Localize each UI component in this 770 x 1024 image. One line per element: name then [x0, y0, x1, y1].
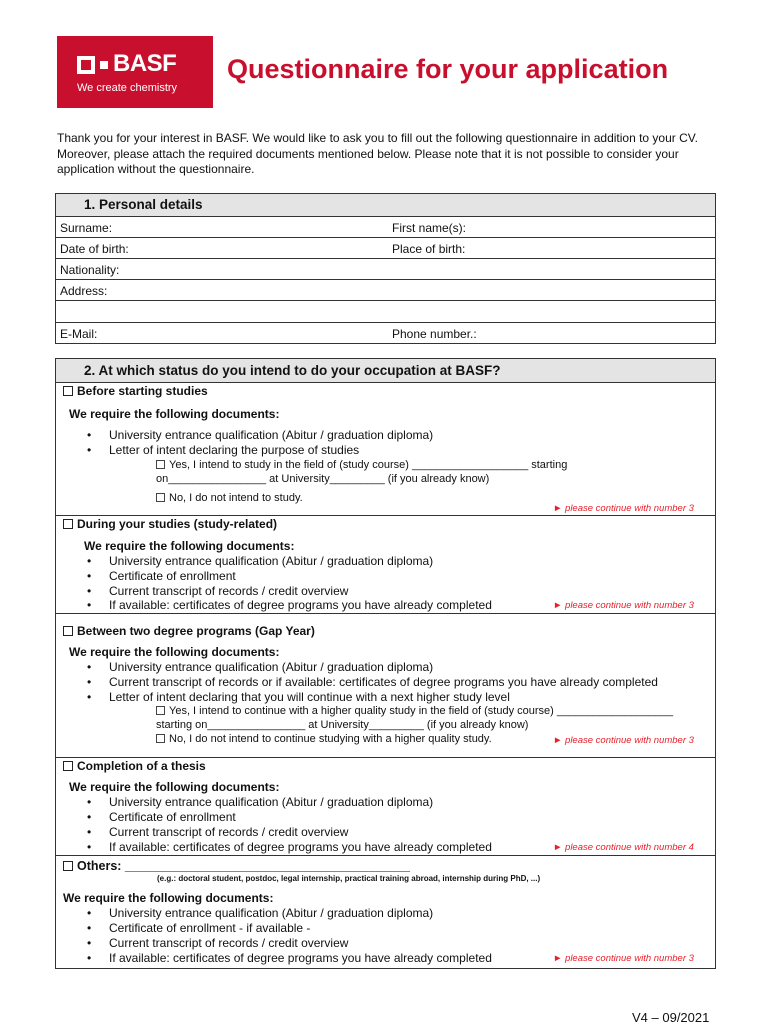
- doc-text: University entrance qualification (Abitur / graduation diploma): [109, 428, 434, 442]
- require-heading: We require the following documents:: [69, 407, 280, 421]
- intro-text: Thank you for your interest in BASF. We would like to ask you to fill out the following questionnaire in addition to your CV. Moreover, please attach the required documents mentioned below. Please note that it is not possible to consider your application without the questionnaire.: [57, 131, 699, 176]
- continue-note: ► please continue with number 3: [553, 735, 694, 746]
- doc-text: If available: certificates of degree programs you have already completed: [109, 840, 492, 854]
- require-heading: We require the following documents:: [63, 891, 274, 905]
- checkbox-icon[interactable]: [156, 493, 165, 502]
- doc-text: University entrance qualification (Abitur / graduation diploma): [109, 795, 434, 809]
- doc-text: University entrance qualification (Abitur / graduation diploma): [109, 906, 434, 920]
- option-yes-study[interactable]: [156, 459, 567, 471]
- personal-details-table: [55, 193, 716, 344]
- email-label: E-Mail:: [60, 327, 98, 341]
- dob-label: Date of birth:: [60, 242, 129, 256]
- require-heading: We require the following documents:: [69, 645, 280, 659]
- checkbox-icon[interactable]: [156, 734, 165, 743]
- continue-note: ► please continue with number 3: [553, 953, 694, 964]
- option-yes-detail: on________________ at University_________ (if you already know): [156, 473, 490, 485]
- doc-text: Current transcript of records / credit overview: [109, 584, 349, 598]
- list-item: • If available: certificates of degree programs you have already completed: [87, 840, 492, 854]
- option-no-study[interactable]: [156, 492, 303, 504]
- row-address-2[interactable]: [56, 300, 715, 322]
- option-label: Yes, I intend to study in the field of (study course) ___________________ starting: [169, 459, 568, 471]
- continue-note: ► please continue with number 3: [553, 503, 694, 514]
- checkbox-icon[interactable]: [63, 861, 73, 871]
- list-item: • Certificate of enrollment: [87, 569, 236, 583]
- option-yes-detail: starting on________________ at University_________ (if you already know): [156, 719, 529, 731]
- option-label: Completion of a thesis: [77, 759, 206, 773]
- list-item: • Letter of intent declaring that you will continue with a next higher study level: [87, 690, 510, 704]
- doc-text: Certificate of enrollment: [109, 569, 236, 583]
- address-label: Address:: [60, 284, 108, 298]
- continue-note: ► please continue with number 4: [553, 842, 694, 853]
- option-label: Between two degree programs (Gap Year): [77, 624, 315, 638]
- checkbox-icon[interactable]: [63, 386, 73, 396]
- list-item: • University entrance qualification (Abitur / graduation diploma): [87, 660, 434, 674]
- list-item: • University entrance qualification (Abitur / graduation diploma): [87, 554, 434, 568]
- doc-text: If available: certificates of degree programs you have already completed: [109, 951, 492, 965]
- doc-text: Current transcript of records or if available: certificates of degree programs you have already completed: [109, 675, 658, 689]
- checkbox-icon[interactable]: [63, 761, 73, 771]
- doc-text: University entrance qualification (Abitur / graduation diploma): [109, 660, 434, 674]
- option-others[interactable]: [63, 859, 410, 873]
- checkbox-icon[interactable]: [63, 519, 73, 529]
- list-item: • Certificate of enrollment - if available -: [87, 921, 311, 935]
- continue-note: ► please continue with number 3: [553, 600, 694, 611]
- row-birth[interactable]: [56, 237, 715, 259]
- basf-logo: BASF We create chemistry: [57, 36, 213, 108]
- list-item: • Current transcript of records / credit overview: [87, 936, 349, 950]
- surname-label: Surname:: [60, 221, 113, 235]
- option-label: No, I do not intend to study.: [169, 492, 303, 504]
- page-title: Questionnaire for your application: [227, 54, 669, 84]
- list-item: • Letter of intent declaring the purpose of studies: [87, 443, 360, 457]
- doc-text: Current transcript of records / credit overview: [109, 825, 349, 839]
- doc-text: University entrance qualification (Abitur / graduation diploma): [109, 554, 434, 568]
- pob-label: Place of birth:: [392, 242, 466, 256]
- option-gap-year[interactable]: [63, 624, 315, 638]
- option-no-continue[interactable]: [156, 733, 492, 745]
- checkbox-icon[interactable]: [156, 460, 165, 469]
- phone-label: Phone number.:: [392, 327, 477, 341]
- list-item: • University entrance qualification (Abitur / graduation diploma): [87, 906, 434, 920]
- version-footer: V4 – 09/2021: [632, 1010, 710, 1024]
- section-header: [56, 359, 715, 383]
- first-name-label: First name(s):: [392, 221, 467, 235]
- section2-title: 2. At which status do you intend to do your occupation at BASF?: [84, 363, 501, 378]
- option-label: Before starting studies: [77, 384, 208, 398]
- row-address[interactable]: [56, 279, 715, 301]
- list-item: • Current transcript of records or if available: certificates of degree programs you have already completed: [87, 675, 658, 689]
- option-before-studies[interactable]: [63, 384, 208, 398]
- option-during-studies[interactable]: [63, 517, 277, 531]
- require-heading: We require the following documents:: [69, 780, 280, 794]
- require-heading: We require the following documents:: [84, 539, 295, 553]
- section-header: [56, 194, 715, 216]
- others-examples: (e.g.: doctoral student, postdoc, legal internship, practical training abroad, internship during PhD, ...): [157, 874, 541, 883]
- option-yes-continue[interactable]: [156, 705, 673, 717]
- doc-text: If available: certificates of degree programs you have already completed: [109, 598, 492, 612]
- doc-text: Certificate of enrollment - if available -: [109, 921, 311, 935]
- doc-text: Certificate of enrollment: [109, 810, 236, 824]
- list-item: • If available: certificates of degree programs you have already completed: [87, 951, 492, 965]
- list-item: • If available: certificates of degree programs you have already completed: [87, 598, 492, 612]
- option-thesis[interactable]: [63, 759, 206, 773]
- option-label: No, I do not intend to continue studying with a higher quality study.: [169, 733, 492, 745]
- checkbox-icon[interactable]: [63, 626, 73, 636]
- option-label: Others: _________________________________________: [77, 859, 410, 873]
- doc-text: Letter of intent declaring that you will continue with a next higher study level: [109, 690, 510, 704]
- row-nationality[interactable]: [56, 258, 715, 280]
- option-label: During your studies (study-related): [77, 517, 278, 531]
- section1-title: 1. Personal details: [84, 197, 203, 212]
- nationality-label: Nationality:: [60, 263, 120, 277]
- option-label: Yes, I intend to continue with a higher quality study in the field of (study course) ___________________: [169, 705, 674, 717]
- doc-text: Current transcript of records / credit overview: [109, 936, 349, 950]
- checkbox-icon[interactable]: [156, 706, 165, 715]
- list-item: • Current transcript of records / credit overview: [87, 825, 349, 839]
- list-item: • Certificate of enrollment: [87, 810, 236, 824]
- row-name[interactable]: [56, 216, 715, 238]
- list-item: • Current transcript of records / credit overview: [87, 584, 349, 598]
- row-contact[interactable]: [56, 322, 715, 345]
- list-item: • University entrance qualification (Abitur / graduation diploma): [87, 428, 434, 442]
- list-item: • University entrance qualification (Abitur / graduation diploma): [87, 795, 434, 809]
- doc-text: Letter of intent declaring the purpose of studies: [109, 443, 360, 457]
